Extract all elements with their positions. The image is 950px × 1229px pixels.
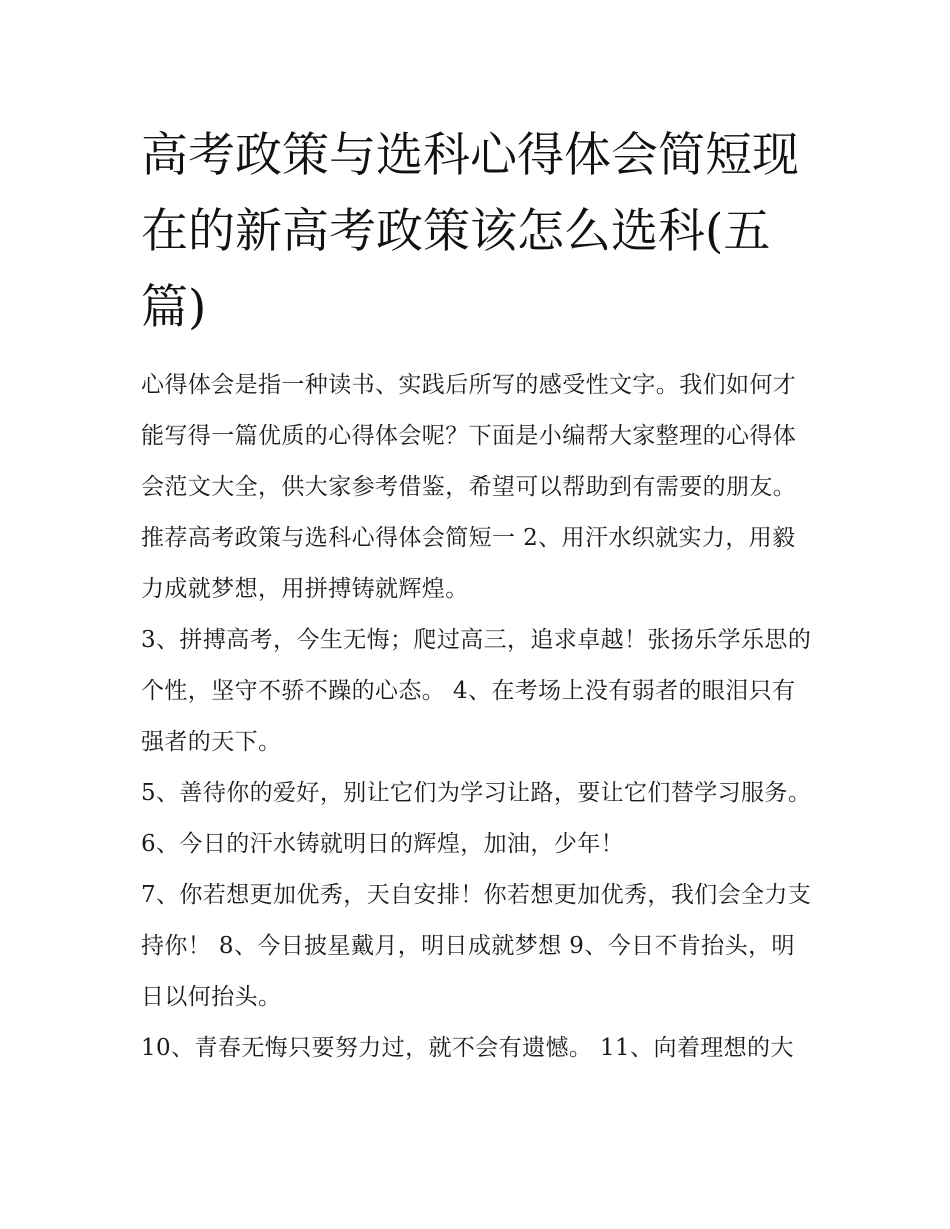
- document-body: [141, 360, 813, 1074]
- paragraph-intro: 心得体会是指一种读书、实践后所写的感受性文字。我们如何才能写得一篇优质的心得体会呢？下面是小编帮大家整理的心得体会范文大全，供大家参考借鉴，希望可以帮助到有需要的朋友。: [141, 372, 797, 500]
- paragraph-item-10-11: 10、青春无悔只要努力过，就不会有遗憾。 11、向着理想的大: [141, 1035, 794, 1061]
- document-content: [141, 118, 813, 1074]
- document-title: 高考政策与选科心得体会简短现在的新高考政策该怎么选科(五篇): [141, 128, 799, 335]
- paragraph-item-3-4: 3、拼搏高考，今生无悔；爬过高三，追求卓越！张扬乐学乐思的个性，坚守不骄不躁的心态。 4、在考场上没有弱者的眼泪只有强者的天下。: [141, 627, 812, 755]
- paragraph-item-5-6: 5、善待你的爱好，别让它们为学习让路，要让它们替学习服务。 6、今日的汗水铸就明日的辉煌，加油，少年！: [141, 780, 812, 857]
- paragraph-item-7-9: 7、你若想更加优秀，天自安排！你若想更加优秀，我们会全力支持你！ 8、今日披星戴月，明日成就梦想 9、今日不肯抬头，明日以何抬头。: [141, 882, 812, 1010]
- paragraph-item-2: 推荐高考政策与选科心得体会简短一 2、用汗水织就实力，用毅力成就梦想，用拼搏铸就辉煌。: [141, 525, 796, 602]
